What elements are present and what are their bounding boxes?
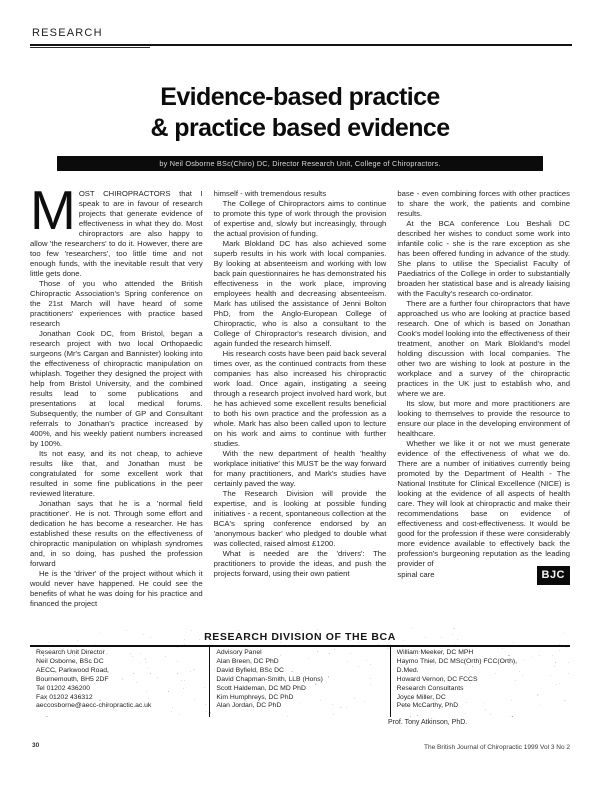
article-column-1 (30, 189, 203, 627)
lead-paragraph-text: OST CHIROPRACTORS that I speak to are in favour of research projects that generate evidence of effectiveness in what they do. Most chiropractors are also happy to allow 'the researchers' to do it. However, there are too few 'researchers', too little time and not enough funds, with the inevitable result that very little gets done. (30, 189, 203, 278)
paragraph: Those of you who attended the British Chiropractic Association's Spring conference on the 21st March will have heard of some practitioners' experiences with practice based research (30, 279, 203, 328)
column-2-paragraphs (214, 189, 387, 579)
research-division-columns (30, 647, 570, 717)
contact-line: AECC, Parkwood Road, (36, 666, 109, 674)
byline-bar: by Neil Osborne BSc(Chiro) DC, Director Research Unit, College of Chiropractors. (57, 156, 543, 171)
advisor-line: David Chapman-Smith, LLB (Hons) (216, 675, 323, 683)
advisor-line: Research Consultants (396, 684, 464, 692)
advisor-line: Advisory Panel (216, 649, 262, 656)
paragraph: The College of Chiropractors aims to continue to promote this type of work through the provision of expertise and, slowly but increasingly, through the actual provision of funding. (213, 199, 387, 238)
paragraph: Jonathan says that he is a 'normal field practitioner'. He is not. Through some effort and dedication he has become a researcher. He has established these results on the effectiveness of chiropractic manipulation on whiplash syndromes and, in so doing, has pushed the profession forward (30, 499, 203, 568)
paragraph: Mark Blokland DC has also achieved some superb results in his work with local companies. By looking at absenteeism and working with low back pain questionnaires he has demonstrated his effectiveness in the work place, improving employees health and decreasing absenteeism. Mark has utilised the assistance of Jenni Bolton PhD, from the Anglo-European College of Chiropractic, who is also a consultant to the College of Chiropractor's research division, and again funded the research himself. (213, 239, 387, 348)
paragraph: What is needed are the 'drivers': The practitioners to provide the ideas, and push the projects forward, using their own patient (213, 549, 387, 578)
advisor-line: Kim Humphreys, DC PhD (216, 693, 294, 701)
division-contact-column (30, 647, 209, 717)
advisor-line: Scott Haldeman, DC MD PhD (216, 684, 306, 692)
header-rule (30, 44, 572, 46)
contact-line: aeccosborne@aecc-chiropractic.ac.uk (36, 702, 152, 710)
paragraph: With the new department of health 'healthy workplace initiative' this MUST be the way forward for many practitioners, and Mark's studies have certainly paved the way. (213, 449, 387, 488)
advisor-line: Joyce Miller, DC (396, 693, 446, 701)
paragraph: himself - with tremendous results (213, 189, 327, 198)
header-rule-shadow (30, 47, 150, 48)
article-end-row (397, 570, 570, 585)
page-number: 30 (32, 742, 40, 749)
research-division-title: RESEARCH DIVISION OF THE BCA (30, 628, 570, 647)
paragraph: Jonathan Cook DC, from Bristol, began a research project with two local Orthopaedic surgeons (Mr's Cargan and Bannister) looking into the effectiveness of chiropractic manipulation on whiplash. Together they designed the project with help from Bristol University, and the combined results lead to some publications and presentations at local medical forums. Subsequently, the number of GP and Consultant referrals to Jonathan's practice increased by 400%, and his weekly patient numbers increased by 100%. (30, 329, 203, 448)
contact-line: Fax 01202 436312 (36, 693, 93, 701)
advisor-line: David Byfield, BSc DC (216, 666, 284, 674)
division-consultants-column (390, 647, 570, 717)
advisor-line: D.Med. (396, 666, 419, 674)
lead-paragraph (30, 189, 203, 279)
paragraph: base - even combining forces with other practices to share the work, the patients and combine results. (397, 189, 570, 218)
contact-line: Research Unit Director (36, 649, 105, 656)
journal-footer-line: The British Journal of Chiropractic 1999 Vol 3 No 2 (424, 744, 570, 751)
paragraph: There are a further four chiropractors that have approached us who are looking at practice based research. One of which is based on Jonathan Cook's model looking into the effectiveness of their treatment, another on Mark Blokland's model holding discussion with local companies. The other two are wishing to look at posture in the workplace and a survey of the chiropractic practices in the UK just to establish who, and where we are. (397, 299, 570, 398)
article-body (30, 189, 570, 627)
article-title-line-2: & practice based evidence (150, 114, 450, 142)
contact-line: Neil Osborne, BSc DC (36, 657, 104, 665)
research-division-box (30, 628, 570, 718)
contact-line: Bournemouth, BH5 2DF (36, 675, 109, 683)
paragraph: He is the 'driver' of the project without which it would never have happened. He could see the benefits of what he was doing for his practice and financed the project (30, 569, 203, 608)
article-column-3 (397, 189, 570, 627)
advisor-line: William Meeker, DC MPH (396, 649, 474, 656)
advisor-line: Pete McCarthy, PhD (396, 702, 459, 710)
advisor-line: Alan Jordan, DC PhD (216, 702, 282, 710)
paragraph: At the BCA conference Lou Beshali DC described her wishes to conduct some work into infantile colic - she is the rare exception as she has been offered funding in advance of the study. She plans to utilise the Specialist Faculty of Paediatrics of the College in order to substantially broaden her statistical base and is already liaising with the Faculty's research co-ordinator. (397, 219, 570, 298)
paragraph: The Research Division will provide the expertise, and is looking at possible funding initiatives - a recent, spontaneous collection at the BCA's spring conference endorsed by an 'anonymous backer' who pledged to double what was collected, raised almost £1200. (213, 489, 387, 548)
advisor-line: Howard Vernon, DC FCCS (396, 675, 478, 683)
column-1-paragraphs (30, 279, 203, 609)
dropcap-letter: M (30, 189, 76, 241)
section-label: RESEARCH (32, 27, 103, 39)
article-column-2 (214, 189, 387, 627)
paragraph: Its slow, but more and more practitioners are looking to themselves to provide the resource to ensure our place in the developing environment of healthcare. (397, 399, 570, 438)
contact-line: Tel 01202 436200 (36, 684, 91, 692)
advisor-line: Haymo Thiel, DC MSc(Orth) FCC(Orth), (396, 657, 517, 665)
article-title-line-1: Evidence-based practice (160, 83, 440, 111)
paragraph: His research costs have been paid back several times over, as the continued contracts from these companies has also increased his chiropractic work load. Once again, instigating a seeing through a research project involved hard work, but he has achieved some excellent results beneficial to both his own practice and the profession as a whole. Mark has also been called upon to lecture on his work and aims to continue with further studies. (213, 349, 387, 448)
paragraph: Whether we like it or not we must generate evidence of the effectiveness of what we do. There are a number of initiatives currently being promoted by the Department of Health - The National Institute for Clinical Excellence (NICE) is looking at the evidence of all aspects of health care. They will look at chiropractic and make their recommendations base on evidence of effectiveness and cost-effectiveness. It would be good for the profession if these were considerably more evidence available to effectively back the profession's burgeoning reputation as the leading provider of (397, 439, 570, 568)
article-title (0, 82, 600, 144)
bjc-journal-logo: BJC (537, 566, 571, 585)
paragraph: Its not easy, and its not cheap, to achieve results like that, and Jonathan must be congratulated for some excellent work that resulted in some fine publications in the peer reviewed literature. (30, 449, 203, 498)
advisor-line: Alan Breen, DC PhD (216, 657, 279, 665)
column-3-paragraphs (397, 189, 570, 569)
consultant-overflow-line: Prof. Tony Atkinson, PhD. (388, 719, 468, 726)
article-last-words: spinal care (397, 570, 435, 579)
division-advisory-column (209, 647, 389, 717)
